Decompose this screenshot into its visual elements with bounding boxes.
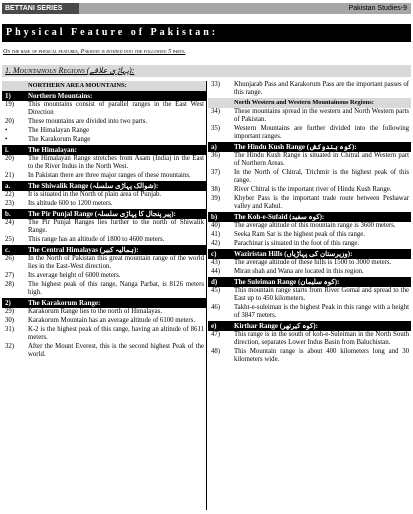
item-text: Its altitude 600 to 1200 meters. bbox=[28, 200, 113, 207]
item-number: 24) bbox=[5, 219, 15, 226]
item-text: K-2 is the highest peak of this range, having an altitude of 8611 meters. bbox=[28, 326, 204, 341]
item-number: 31) bbox=[5, 326, 15, 333]
item-number: 30) bbox=[5, 317, 15, 324]
item-number: 23) bbox=[5, 200, 15, 207]
item-text: North Western and Western Mountainous Regions: bbox=[234, 99, 374, 106]
item-text: The Central Himalayas (ہمالیہ کبیر): bbox=[28, 246, 139, 254]
subheading bbox=[208, 249, 411, 259]
subheading bbox=[208, 212, 411, 222]
subject-label: Pakistan Studies-9 bbox=[348, 5, 407, 12]
list-item bbox=[208, 259, 411, 267]
subheading bbox=[208, 321, 411, 331]
item-text: In the North of Chitral, Trichmir is the highest peak of this range. bbox=[234, 169, 409, 184]
subheading bbox=[2, 245, 206, 255]
list-item bbox=[208, 331, 411, 347]
list-item bbox=[2, 236, 206, 244]
item-text: After the Mount Everest, this is the second highest Peak of the world. bbox=[28, 343, 204, 358]
item-number: a. bbox=[5, 182, 11, 190]
item-number: 41) bbox=[211, 231, 221, 238]
subheading bbox=[2, 181, 206, 191]
item-text: Its average height of 6000 meters. bbox=[28, 272, 121, 279]
item-number: 39) bbox=[211, 195, 221, 202]
item-number: 45) bbox=[211, 287, 221, 294]
list-item bbox=[208, 222, 411, 230]
item-number: 43) bbox=[211, 259, 221, 266]
item-number: c. bbox=[5, 246, 10, 254]
item-text: Khunjarab Pass and Karakorum Pass are the important passes of this range. bbox=[234, 81, 409, 96]
item-text: The highest peak of this range, Nanga Parbat, is 8126 meters high. bbox=[28, 281, 204, 296]
list-item bbox=[208, 108, 411, 124]
intro-text: On the base of physical features, Pakistan is divided into the following 5 parts. bbox=[3, 48, 186, 55]
item-text: The Pir Punjal Ranges lies further to the north of Shiwalik Range. bbox=[28, 219, 204, 234]
item-text: In the North of Pakistan this great mountain range of the world lies in the East-West direction. bbox=[28, 255, 204, 270]
item-text: Karakorum Range lies to the north of Himalayas. bbox=[28, 308, 163, 315]
item-number: a) bbox=[211, 143, 217, 151]
item-text: NORTHERN AREA MOUNTAINS: bbox=[28, 82, 127, 89]
item-number bbox=[2, 81, 28, 91]
list-item bbox=[2, 191, 206, 199]
item-text: Western Mountains are further divided into the following important ranges. bbox=[234, 125, 409, 140]
item-number: 35) bbox=[211, 125, 221, 132]
item-text: Kirthar Range (کوہ کیرتھر): bbox=[234, 322, 318, 330]
list-item bbox=[208, 186, 411, 194]
item-number: 46) bbox=[211, 304, 221, 311]
list-item bbox=[2, 172, 206, 180]
item-text: Miran shah and Wana are located in this region. bbox=[234, 268, 364, 275]
list-item bbox=[2, 219, 206, 235]
item-number: 28) bbox=[5, 281, 15, 288]
item-number: 2) bbox=[5, 299, 11, 307]
subheading bbox=[2, 145, 206, 155]
item-text: The average altitude of these hills is 1500 to 3000 meters. bbox=[234, 259, 392, 266]
list-item bbox=[208, 169, 411, 185]
list-item bbox=[208, 152, 411, 168]
subheading bbox=[208, 142, 411, 152]
series-label: BETTANI SERIES bbox=[2, 3, 79, 14]
chapter-banner: Physical Feature of Pakistan: bbox=[2, 24, 411, 42]
item-text: This mountain range starts from River Gomal and spread to the East up to 450 kilometers. bbox=[234, 287, 409, 302]
item-text: This Mountain range is about 400 kilometers long and 30 kilometers wide. bbox=[234, 348, 409, 363]
section-title: 1. Mountainous Regions (پہاڑی علاقے): bbox=[5, 66, 135, 75]
list-item bbox=[208, 195, 411, 211]
list-item bbox=[2, 255, 206, 271]
item-number: 20) bbox=[5, 118, 15, 125]
item-number: 32) bbox=[5, 343, 15, 350]
item-number: e) bbox=[211, 322, 217, 330]
item-text: The Karakorum Range bbox=[28, 136, 91, 143]
list-item bbox=[208, 231, 411, 239]
item-text: These mountains are divided into two parts. bbox=[28, 118, 148, 125]
list-item bbox=[2, 200, 206, 208]
list-item bbox=[2, 118, 206, 126]
item-number: 48) bbox=[211, 348, 221, 355]
item-text: This range has an altitude of 1800 to 4600 meters. bbox=[28, 236, 165, 243]
item-text: The Karakorum Range: bbox=[28, 299, 101, 307]
item-text: The Pir Punjal Range (پیر پنجال کا پہاڑی سلسلہ): bbox=[28, 210, 176, 218]
list-item bbox=[2, 101, 206, 117]
list-item bbox=[2, 326, 206, 342]
list-item bbox=[208, 240, 411, 248]
item-text: River Chitral is the important river of Hindu Kush Range. bbox=[234, 186, 392, 193]
subheading bbox=[2, 81, 206, 91]
item-text: Northern Mountains: bbox=[28, 92, 93, 100]
item-number: 29) bbox=[5, 308, 15, 315]
list-item bbox=[2, 155, 206, 171]
item-number: 21) bbox=[5, 172, 15, 179]
subheading bbox=[2, 91, 206, 101]
subheading bbox=[2, 209, 206, 219]
item-text: The Koh-e-Sufaid (کوہ سفید): bbox=[234, 213, 325, 221]
subheading bbox=[208, 277, 411, 287]
list-item bbox=[208, 287, 411, 303]
item-number: 25) bbox=[5, 236, 15, 243]
item-text: The Hindu Kush Range (کوہ ہندوکش): bbox=[234, 143, 357, 151]
item-text: The Himalayan: bbox=[28, 146, 77, 154]
item-number: 22) bbox=[5, 191, 15, 198]
list-item bbox=[208, 125, 411, 141]
item-text: These mountains spread in the western and North Western parts of Pakistan. bbox=[234, 108, 409, 123]
item-text: The Himalayan Range stretches from Asam (India) in the East to the River Indus in the North West. bbox=[28, 155, 204, 170]
top-bar bbox=[2, 3, 411, 14]
list-item bbox=[208, 348, 411, 364]
item-text: The Hindu Kush Range is situated in Chitral and Western part of Northern Areas. bbox=[234, 152, 409, 167]
item-text: Waziristan Hills (وزیرستان کی پہاڑیاں): bbox=[234, 250, 353, 258]
list-item bbox=[2, 127, 206, 135]
item-number bbox=[208, 98, 234, 108]
list-item bbox=[2, 272, 206, 280]
item-number: 33) bbox=[211, 81, 221, 88]
item-number: 40) bbox=[211, 222, 221, 229]
left-column bbox=[2, 81, 207, 510]
item-number: 34) bbox=[211, 108, 221, 115]
item-number: 38) bbox=[211, 186, 221, 193]
item-text: The Suleiman Range (کوہ سلیمان): bbox=[234, 278, 340, 286]
item-number: 47) bbox=[211, 331, 221, 338]
item-text: The Himalayan Range bbox=[28, 127, 90, 134]
item-text: In Pakistan there are three major ranges of these mountains. bbox=[28, 172, 191, 179]
item-text: The Shiwalik Range (شوالک پہاڑی سلسلہ): bbox=[28, 182, 159, 190]
list-item bbox=[2, 308, 206, 316]
section-heading bbox=[2, 65, 411, 77]
list-item bbox=[2, 343, 206, 359]
item-text: Khyber Pass is the important trade route between Peshawar valley and Kabul. bbox=[234, 195, 409, 210]
item-text: Takht-e-suleiman is the highest Peak in this range with a height of 3847 meters. bbox=[234, 304, 409, 319]
item-text: This mountains consist of parallel ranges in the East West Direction bbox=[28, 101, 204, 116]
item-number: c) bbox=[211, 250, 217, 258]
list-item bbox=[208, 268, 411, 276]
subheading bbox=[2, 298, 206, 308]
item-number: 27) bbox=[5, 272, 15, 279]
list-item bbox=[208, 81, 411, 97]
item-number: • bbox=[5, 127, 8, 134]
item-number: 44) bbox=[211, 268, 221, 275]
right-column bbox=[208, 81, 411, 365]
item-text: Karakorum Mountain has an average altitude of 6100 meters. bbox=[28, 317, 196, 324]
item-text: It is situated in the North of plain area of Punjab. bbox=[28, 191, 162, 198]
item-number: b. bbox=[5, 210, 11, 218]
item-number: • bbox=[5, 136, 8, 143]
item-number: 26) bbox=[5, 255, 15, 262]
item-number: i. bbox=[5, 146, 9, 154]
list-item bbox=[208, 304, 411, 320]
item-number: 37) bbox=[211, 169, 221, 176]
item-text: Parachinar is situated in the foot of this range. bbox=[234, 240, 360, 247]
item-number: 20) bbox=[5, 155, 15, 162]
item-text: The average altitude of this mountain range is 3600 meters. bbox=[234, 222, 396, 229]
item-number: d) bbox=[211, 278, 218, 286]
item-number: 42) bbox=[211, 240, 221, 247]
list-item bbox=[2, 136, 206, 144]
item-number: 36) bbox=[211, 152, 221, 159]
item-number: 1) bbox=[5, 92, 11, 100]
item-number: 19) bbox=[5, 101, 15, 108]
list-item bbox=[2, 281, 206, 297]
item-text: Seeka Ram Sar is the highest peak of this range. bbox=[234, 231, 365, 238]
list-item bbox=[2, 317, 206, 325]
item-text: This range is in the south of koh-e-Suleiman in the North South direction, separates Lower Indus Basin from Baluchistan. bbox=[234, 331, 409, 346]
item-number: b) bbox=[211, 213, 218, 221]
subheading bbox=[208, 98, 411, 108]
